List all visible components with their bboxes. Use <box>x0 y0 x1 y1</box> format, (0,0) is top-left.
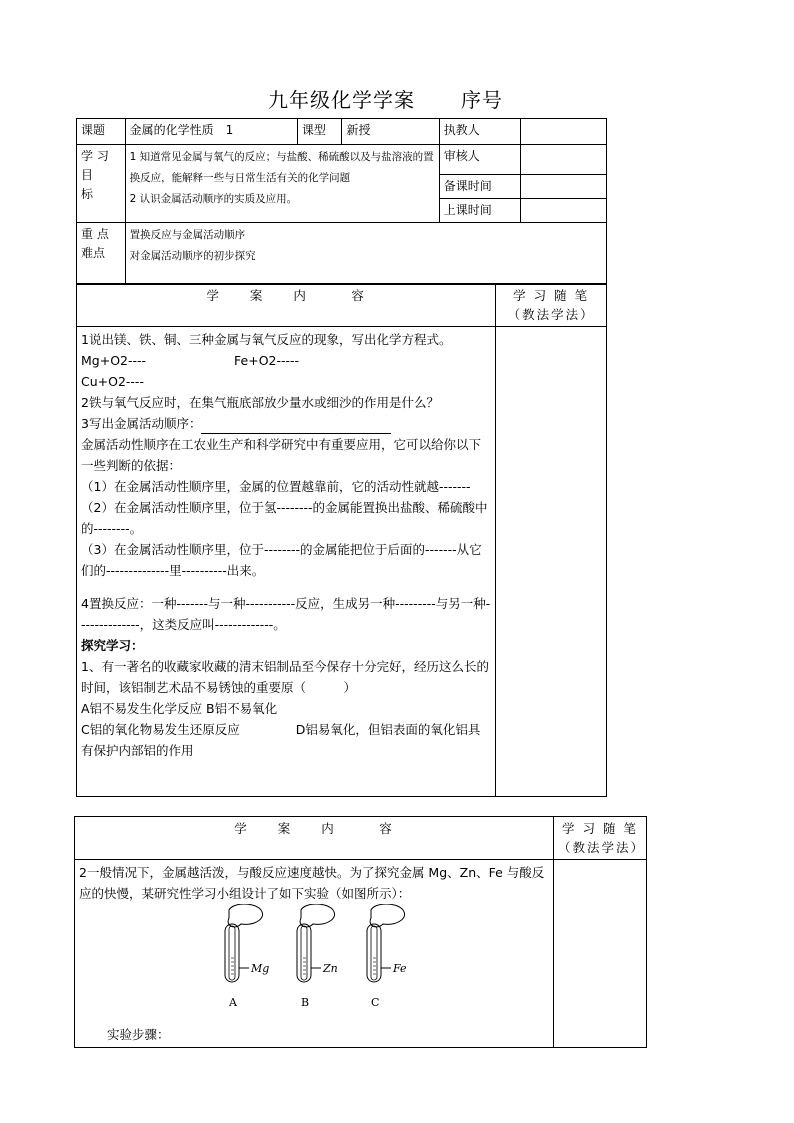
cu-equation: Cu+O2---- <box>81 374 144 389</box>
option-c: C铝的氧化物易发生还原反应 <box>81 722 240 737</box>
notes-header-2: 学 习 随 笔 （教法学法） <box>554 817 647 860</box>
tube-c-metal: Fe <box>393 962 407 975</box>
class-time-value <box>520 199 606 223</box>
answer-blank[interactable] <box>201 419 391 434</box>
tube-a-label: A <box>229 996 237 1009</box>
option-d: D铝易氧化，但铝表面的氧化铝具有保护内部铝的作用 <box>81 722 481 758</box>
topic-value: 金属的化学性质 1 <box>125 119 297 145</box>
tube-b <box>297 904 338 1009</box>
lesson-table-1 <box>76 283 607 797</box>
tube-b-metal: Zn <box>323 962 338 975</box>
type-value: 新授 <box>342 119 439 145</box>
prep-time-label: 备课时间 <box>439 175 520 199</box>
reviewer-label: 审核人 <box>439 145 520 175</box>
keypoints-label: 重 点 难点 <box>77 223 126 285</box>
type-label: 课型 <box>297 119 342 145</box>
lesson-content: 1说出镁、铁、铜、三种金属与氧气反应的现象，写出化学方程式。 Mg+O2---- Fe+O2----- Cu+O2---- 2铁与氧气反应时，在集气瓶底部放少量水或细沙的作用是什么？ 3写出金属活动顺序： 金属活动性顺序在工农业生产和科学研究中有重要应用，它可以给你以下一些判断的依据： （1）在金属活动性顺序里，金属的位置越靠前，它的活动性就越-------（2）在金属活动性顺序里，位于氢--------的金属能置换出盐酸、稀硫酸中的--------。 （3）在金属活动性顺序里，位于--------的金属能把位于后面的-------从它们的--------------里----------出来。 4置换反应：一种-------与一种-----------反应，生成另一种---------与另一种--------------，这类反应叫-------------。 探究学习： 1、有一著名的收藏家收藏的清末铝制品至今保存十分完好，经历这么长的时间，该铝制艺术品不易锈蚀的重要原（ ） A铝不易发生化学反应 B铝不易氧化 C铝的氧化物易发生还原反应 D铝易氧化，但铝表面的氧化铝具有保护内部铝的作用 <box>77 327 496 797</box>
experiment-figure <box>79 904 549 1024</box>
content-header-2: 学 案 内 容 <box>75 817 554 860</box>
mg-equation: Mg+O2---- <box>81 353 147 368</box>
tube-a-metal: Mg <box>251 962 270 975</box>
lesson-content-2: 2一般情况下，金属越活泼，与酸反应速度越快。为了探究金属 Mg、Zn、Fe 与酸反应的快慢，某研究性学习小组设计了如下实验（如图所示）： Mg A Zn B Fe C 实验步骤： <box>75 860 554 1048</box>
prep-time-value <box>520 175 606 199</box>
content-header: 学 案 内 容 <box>77 284 496 327</box>
tube-c <box>367 904 407 1009</box>
explore-heading: 探究学习： <box>81 638 144 653</box>
test-tubes-figure <box>79 904 549 1024</box>
keypoints-text: 置换反应与金属活动顺序 对金属活动顺序的初步探究 <box>125 223 606 285</box>
fe-equation: Fe+O2----- <box>234 353 300 368</box>
balloon-icon <box>228 904 263 927</box>
class-time-label: 上课时间 <box>439 199 520 223</box>
reviewer-value <box>520 145 606 175</box>
option-a-b: A铝不易发生化学反应 B铝不易氧化 <box>81 701 278 716</box>
balloon-icon <box>370 904 405 927</box>
teacher-value <box>520 119 606 145</box>
topic-label: 课题 <box>77 119 126 145</box>
tube-b-label: B <box>301 996 310 1009</box>
notes-column-2 <box>554 860 647 1048</box>
balloon-icon <box>300 904 335 927</box>
goals-label: 学 习 目 标 <box>77 145 126 223</box>
teacher-label: 执教人 <box>439 119 520 145</box>
goals-text: 1 知道常见金属与氧气的反应；与盐酸、稀硫酸以及与盐溶液的置换反应，能解释一些与日常生活有关的化学问题 2 认识金属活动顺序的实质及应用。 <box>125 145 439 223</box>
info-table <box>76 118 607 285</box>
tube-c-label: C <box>371 996 380 1009</box>
serial-label: 序号 <box>461 88 503 112</box>
tube-a <box>225 904 269 1009</box>
notes-header: 学 习 随 笔 （教法学法） <box>496 284 607 327</box>
document-title <box>268 84 503 113</box>
notes-column <box>496 327 607 797</box>
lesson-table-2 <box>74 816 647 1048</box>
steps-label: 实验步骤： <box>107 1027 170 1042</box>
title-text: 九年级化学学案 <box>268 88 415 112</box>
